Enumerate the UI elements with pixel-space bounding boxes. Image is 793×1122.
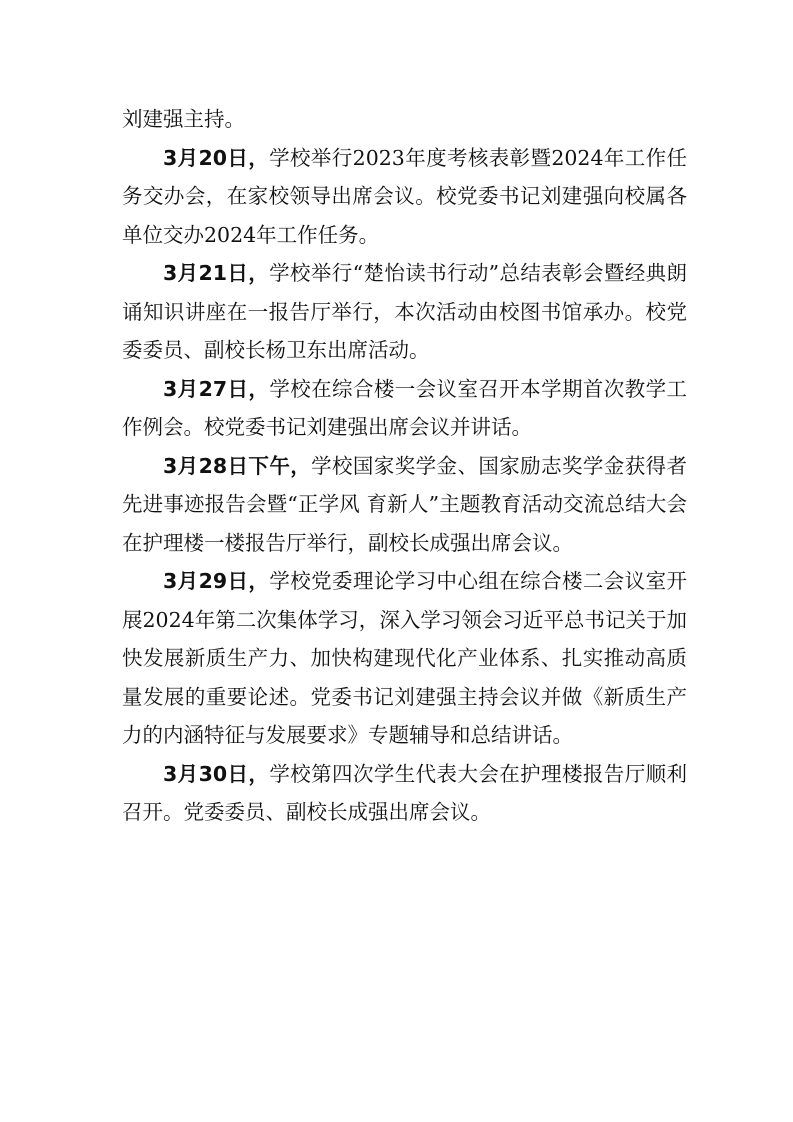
document-body (122, 100, 687, 832)
paragraph-mar-29 (122, 562, 687, 755)
paragraph-date: 3月20日， (163, 145, 270, 170)
paragraph-mar-21 (122, 254, 687, 370)
paragraph-text: 刘建强主持。 (122, 107, 245, 131)
paragraph-mar-27 (122, 370, 687, 447)
paragraph-text: 学校举行“楚怡读书行动”总结表彰会暨经典朗诵知识讲座在一报告厅举行，本次活动由校图书馆承办。校党委委员、副校长杨卫东出席活动。 (122, 261, 687, 362)
paragraph-date: 3月21日， (163, 261, 270, 285)
paragraph-date: 3月27日， (163, 376, 270, 401)
paragraph-text: 学校党委理论学习中心组在综合楼二会议室开展2024年第二次集体学习，深入学习领会习近平总书记关于加快发展新质生产力、加快构建现代化产业体系、扎实推动高质量发展的重要论述。党委书记刘建强主持会议并做《新质生产力的内涵特征与发展要求》专题辅导和总结讲话。 (122, 569, 688, 747)
paragraph-text: 学校国家奖学金、国家励志奖学金获得者先进事迹报告会暨“正学风 育新人”主题教育活动交流总结大会在护理楼一楼报告厅举行，副校长成强出席会议。 (122, 453, 687, 555)
paragraph-mar-20 (122, 139, 687, 255)
paragraph-text: 学校第四次学生代表大会在护理楼报告厅顺利召开。党委委员、副校长成强出席会议。 (122, 761, 688, 824)
paragraph-mar-28 (122, 447, 687, 563)
paragraph-text: 学校在综合楼一会议室召开本学期首次教学工作例会。校党委书记刘建强出席会议并讲话。 (122, 376, 688, 439)
paragraph-date: 3月30日， (163, 761, 270, 786)
paragraph-mar-30 (122, 755, 687, 832)
paragraph-continuation (122, 100, 687, 139)
paragraph-text: 学校举行2023年度考核表彰暨2024年工作任务交办会，在家校领导出席会议。校党委书记刘建强向校属各单位交办2024年工作任务。 (122, 145, 688, 247)
paragraph-date: 3月28日下午， (163, 453, 312, 478)
paragraph-date: 3月29日， (163, 569, 270, 593)
